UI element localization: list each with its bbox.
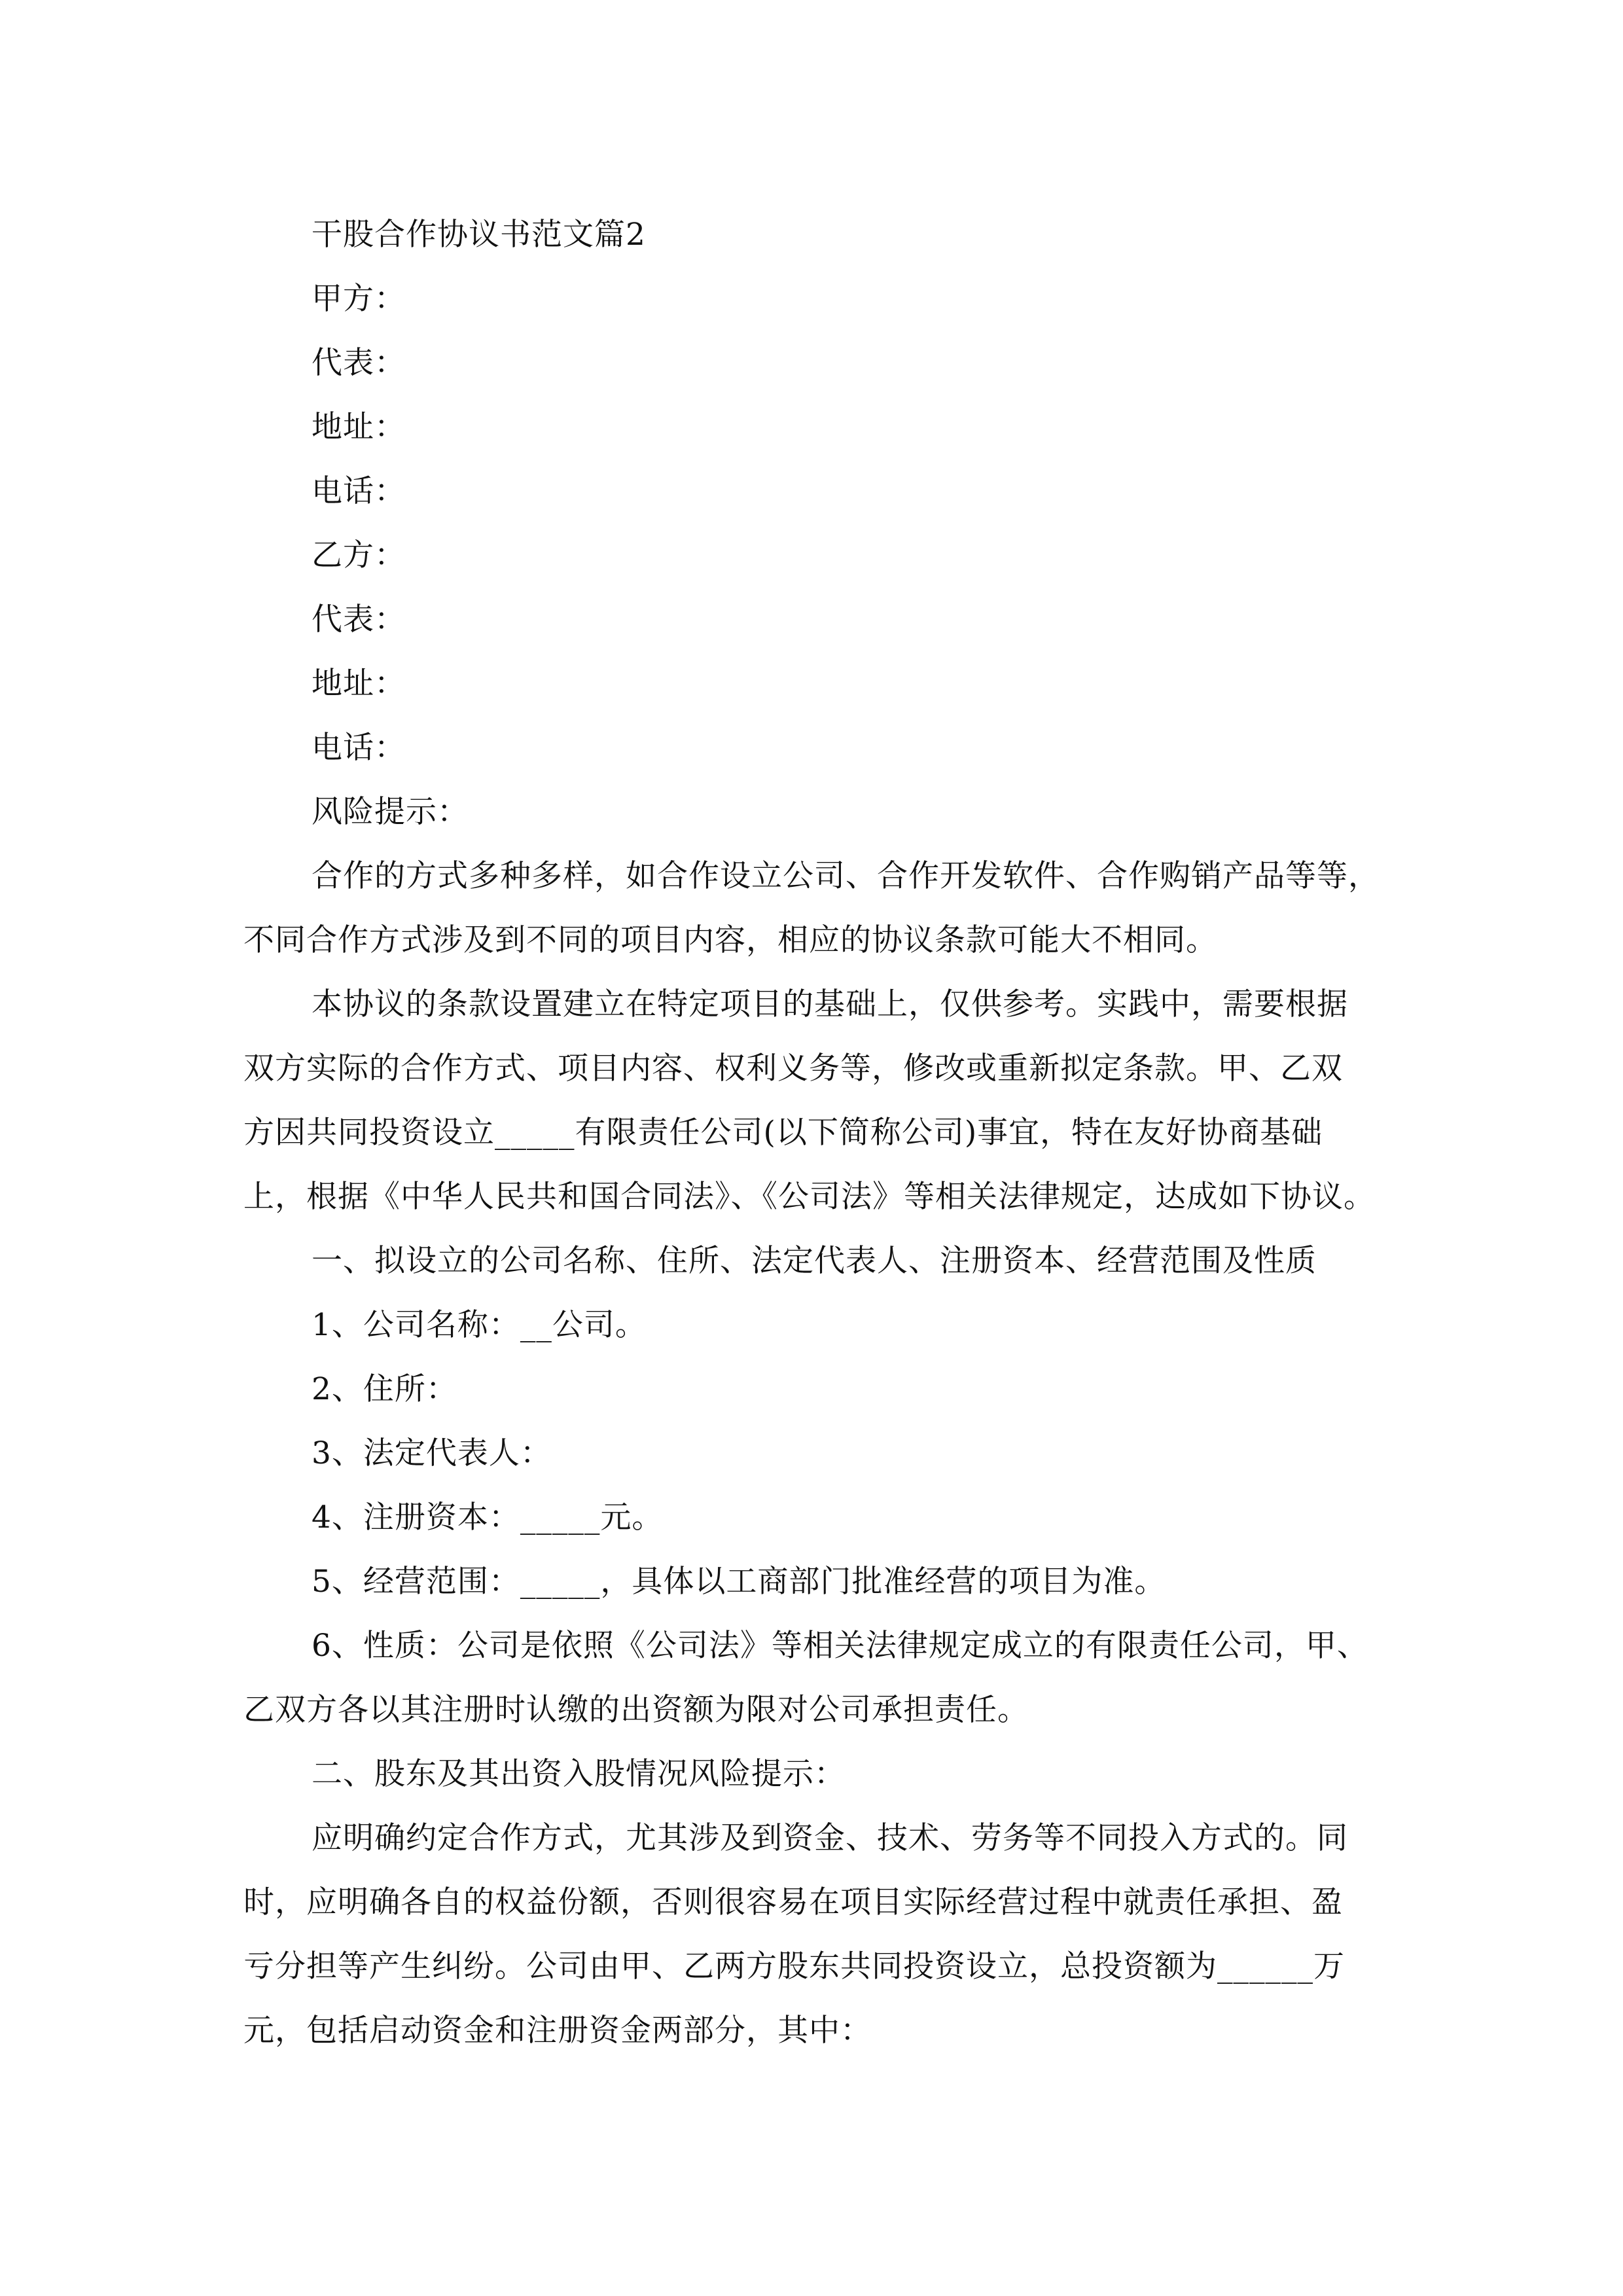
party-b-address: 地址： bbox=[312, 666, 406, 702]
paragraph-line: 不同合作方式涉及到不同的项目内容，相应的协议条款可能大不相同。 bbox=[243, 922, 1217, 958]
list-item: 4、注册资本：_____元。 bbox=[312, 1499, 664, 1535]
document-body bbox=[243, 203, 1389, 2063]
paragraph-agreement-basis bbox=[243, 973, 1389, 1229]
document-title: 干股合作协议书范文篇2 bbox=[312, 217, 646, 253]
party-a-address: 地址： bbox=[312, 409, 406, 445]
party-a-label: 甲方： bbox=[312, 281, 406, 317]
list-item: 2、住所： bbox=[312, 1371, 457, 1407]
party-b-label: 乙方： bbox=[312, 537, 406, 573]
paragraph-line: 本协议的条款设置建立在特定项目的基础上，仅供参考。实践中，需要根据 bbox=[312, 986, 1348, 1022]
paragraph-shareholder-investment bbox=[243, 1806, 1389, 2063]
party-a-phone: 电话： bbox=[312, 473, 406, 509]
list-item-nature bbox=[243, 1614, 1389, 1742]
paragraph-line: 合作的方式多种多样，如合作设立公司、合作开发软件、合作购销产品等等， bbox=[312, 858, 1380, 894]
party-a-rep: 代表： bbox=[312, 345, 406, 381]
paragraph-line: 上，根据《中华人民共和国合同法》、《公司法》等相关法律规定，达成如下协议。 bbox=[243, 1179, 1375, 1215]
section-1-title: 一、拟设立的公司名称、住所、法定代表人、注册资本、经营范围及性质 bbox=[312, 1243, 1317, 1279]
paragraph-line: 6、性质：公司是依照《公司法》等相关法律规定成立的有限责任公司，甲、 bbox=[312, 1628, 1368, 1664]
paragraph-line: 方因共同投资设立_____有限责任公司(以下简称公司)事宜，特在友好协商基础 bbox=[243, 1115, 1323, 1151]
party-b-phone: 电话： bbox=[312, 730, 406, 766]
paragraph-line: 双方实际的合作方式、项目内容、权利义务等，修改或重新拟定条款。甲、乙双 bbox=[243, 1050, 1343, 1086]
paragraph-line: 乙双方各以其注册时认缴的出资额为限对公司承担责任。 bbox=[243, 1692, 1029, 1728]
risk-title: 风险提示： bbox=[312, 794, 469, 830]
list-item: 3、法定代表人： bbox=[312, 1435, 552, 1471]
section-2-title: 二、股东及其出资入股情况风险提示： bbox=[312, 1756, 846, 1792]
party-b-rep: 代表： bbox=[312, 601, 406, 637]
paragraph-line: 时，应明确各自的权益份额，否则很容易在项目实际经营过程中就责任承担、盈 bbox=[243, 1884, 1343, 1920]
paragraph-line: 应明确约定合作方式，尤其涉及到资金、技术、劳务等不同投入方式的。同 bbox=[312, 1820, 1348, 1856]
list-item: 5、经营范围：_____，具体以工商部门批准经营的项目为准。 bbox=[312, 1564, 1166, 1600]
paragraph-line: 元，包括启动资金和注册资金两部分，其中： bbox=[243, 2013, 872, 2049]
paragraph-cooperation-methods bbox=[243, 844, 1389, 973]
paragraph-line: 亏分担等产生纠纷。公司由甲、乙两方股东共同投资设立，总投资额为______万 bbox=[243, 1948, 1345, 1984]
list-item: 1、公司名称：__公司。 bbox=[312, 1307, 647, 1343]
